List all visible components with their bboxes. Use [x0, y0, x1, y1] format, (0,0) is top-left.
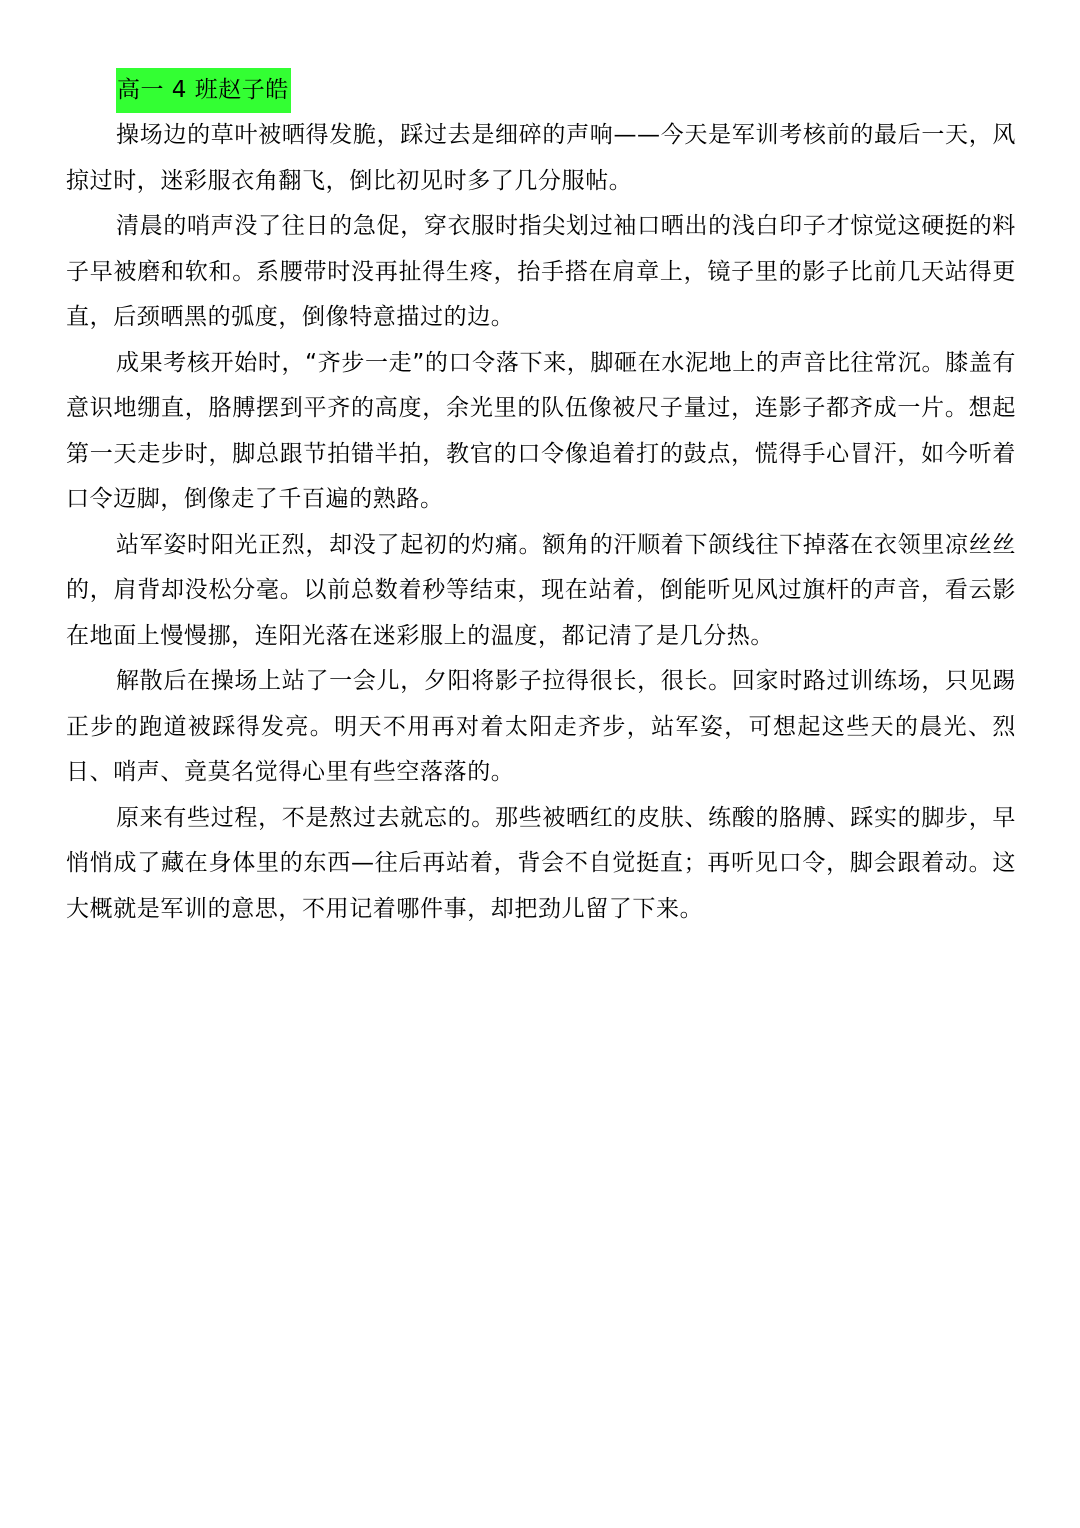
- author-line: [116, 68, 1016, 113]
- paragraph-4: 站军姿时阳光正烈，却没了起初的灼痛。额角的汗顺着下颌线往下掉落在衣领里凉丝丝的，肩背却没松分毫。以前总数着秒等结束，现在站着，倒能听见风过旗杆的声音，看云影在地面上慢慢挪，连阳光落在迷彩服上的温度，都记清了是几分热。: [66, 531, 1016, 649]
- document-page: [66, 68, 1016, 932]
- paragraph-3: 成果考核开始时，“齐步一走”的口令落下来，脚砸在水泥地上的声音比往常沉。膝盖有意识地绷直，胳膊摆到平齐的高度，余光里的队伍像被尺子量过，连影子都齐成一片。想起第一天走步时，脚总跟节拍错半拍，教官的口令像追着打的鼓点，慌得手心冒汗，如今听着口令迈脚，倒像走了千百遍的熟路。: [66, 349, 1016, 512]
- paragraph-6: 原来有些过程，不是熬过去就忘的。那些被晒红的皮肤、练酸的胳膊、踩实的脚步，早悄悄成了藏在身体里的东西—往后再站着，背会不自觉挺直；再听见口令，脚会跟着动。这大概就是军训的意思，不用记着哪件事，却把劲儿留了下来。: [66, 804, 1016, 922]
- paragraph-5: 解散后在操场上站了一会儿，夕阳将影子拉得很长，很长。回家时路过训练场，只见踢正步的跑道被踩得发亮。明天不用再对着太阳走齐步，站军姿，可想起这些天的晨光、烈日、哨声、竟莫名觉得心里有些空落落的。: [66, 668, 1016, 785]
- paragraph-1: 操场边的草叶被晒得发脆，踩过去是细碎的声响——今天是军训考核前的最后一天，风掠过时，迷彩服衣角翻飞，倒比初见时多了几分服帖。: [66, 122, 1016, 194]
- author-name: 高一 4 班赵子皓: [116, 68, 291, 113]
- paragraph-2: 清晨的哨声没了往日的急促，穿衣服时指尖划过袖口晒出的浅白印子才惊觉这硬挺的料子早被磨和软和。系腰带时没再扯得生疼，抬手搭在肩章上，镜子里的影子比前几天站得更直，后颈晒黑的弧度，倒像特意描过的边。: [66, 213, 1016, 330]
